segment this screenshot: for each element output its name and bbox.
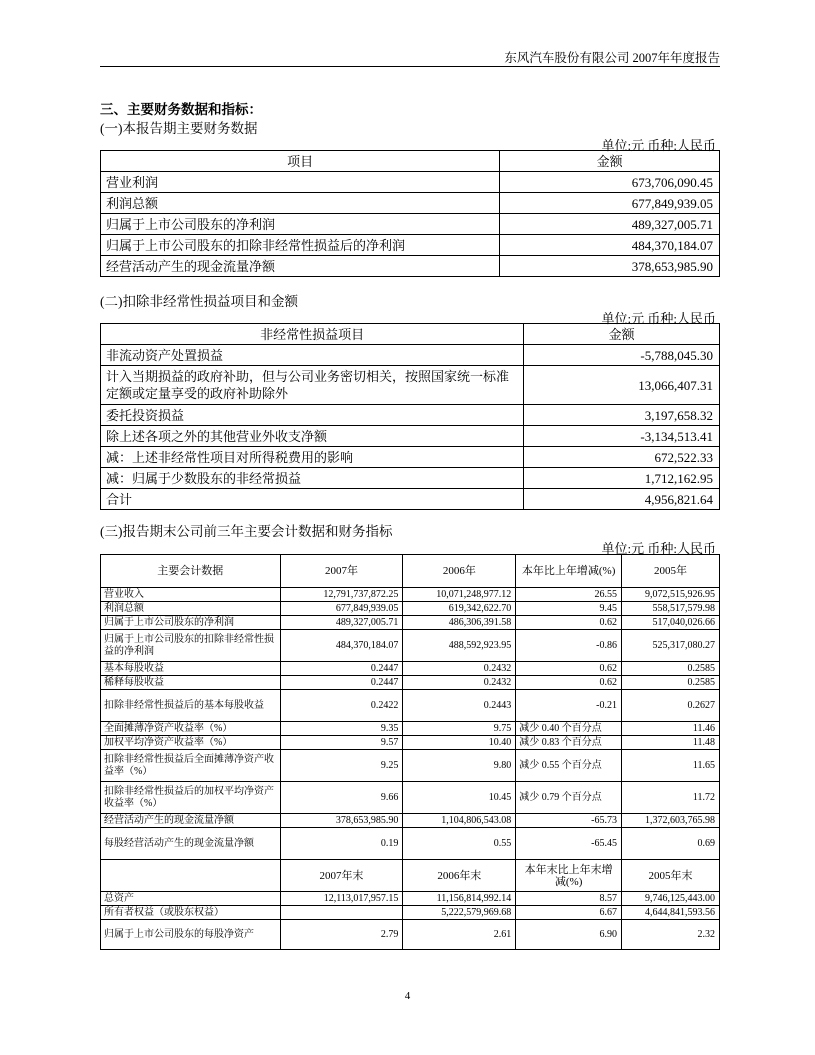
- cell-2007: 0.19: [280, 828, 403, 860]
- table-row: [101, 193, 720, 214]
- table-row: [101, 782, 720, 814]
- table-row: [101, 426, 720, 447]
- row-label: 总资产: [101, 892, 281, 906]
- cell-change: 减少 0.55 个百分点: [516, 750, 622, 782]
- row-label: 归属于上市公司股东的扣除非经常性损益后的净利润: [101, 235, 500, 256]
- row-label: 计入当期损益的政府补助，但与公司业务密切相关，按照国家统一标准定额或定量享受的政府补助除外: [101, 366, 524, 405]
- table-row: [101, 366, 720, 405]
- row-value: 1,712,162.95: [524, 468, 720, 489]
- page-number: 4: [404, 990, 411, 1002]
- row-label: 扣除非经常性损益后的加权平均净资产收益率（%）: [101, 782, 281, 814]
- cell-2005: 4,644,841,593.56: [622, 906, 720, 920]
- cell-change: -0.21: [516, 690, 622, 722]
- cell-2007: 677,849,939.05: [280, 602, 403, 616]
- table-header-row: [101, 324, 720, 345]
- table-row: [101, 662, 720, 676]
- table-row: [101, 447, 720, 468]
- row-label: 归属于上市公司股东的扣除非经常性损益的净利润: [101, 630, 281, 662]
- table-row: [101, 906, 720, 920]
- row-value: -3,134,513.41: [524, 426, 720, 447]
- row-label: 每股经营活动产生的现金流量净额: [101, 828, 281, 860]
- table-row: [101, 345, 720, 366]
- cell-2007: 378,653,985.90: [280, 814, 403, 828]
- cell-change: -0.86: [516, 630, 622, 662]
- cell-change: 0.62: [516, 616, 622, 630]
- cell-2005: 9,746,125,443.00: [622, 892, 720, 906]
- part1-unit: 单位:元 币种:人民币: [601, 138, 716, 153]
- table-row: [101, 828, 720, 860]
- three-year-table: [100, 554, 720, 950]
- cell-2005: 0.69: [622, 828, 720, 860]
- cell-2005: 525,317,080.27: [622, 630, 720, 662]
- table-row: [101, 736, 720, 750]
- table-subheader-row: [101, 860, 720, 892]
- row-value: 672,522.33: [524, 447, 720, 468]
- cell-2007: 0.2422: [280, 690, 403, 722]
- column-header: 本年比上年增减(%): [516, 555, 622, 588]
- cell-2005: 0.2585: [622, 676, 720, 690]
- part3-unit: 单位:元 币种:人民币: [601, 541, 716, 556]
- table-header-row: [101, 555, 720, 588]
- row-value: 484,370,184.07: [500, 235, 720, 256]
- row-label: 经营活动产生的现金流量净额: [101, 256, 500, 277]
- cell-2007: 2.79: [280, 920, 403, 950]
- row-label: 归属于上市公司股东的每股净资产: [101, 920, 281, 950]
- column-header: 金额: [500, 151, 720, 172]
- table-row: [101, 630, 720, 662]
- cell-change: 26.55: [516, 588, 622, 602]
- column-header: 金额: [524, 324, 720, 345]
- table-row: [101, 588, 720, 602]
- row-label: 营业利润: [101, 172, 500, 193]
- row-label: 非流动资产处置损益: [101, 345, 524, 366]
- row-label: 归属于上市公司股东的净利润: [101, 616, 281, 630]
- row-label: 全面摊薄净资产收益率（%）: [101, 722, 281, 736]
- table-row: [101, 690, 720, 722]
- row-label: 减：归属于少数股东的非经常损益: [101, 468, 524, 489]
- cell-2006: 9.75: [403, 722, 516, 736]
- cell-2006: 619,342,622.70: [403, 602, 516, 616]
- table-row: [101, 405, 720, 426]
- cell-2006: 0.2443: [403, 690, 516, 722]
- cell-2006: 10.45: [403, 782, 516, 814]
- main-financial-table: [100, 150, 720, 277]
- cell-2007: 489,327,005.71: [280, 616, 403, 630]
- table-row: [101, 489, 720, 510]
- cell-2006: 1,104,806,543.08: [403, 814, 516, 828]
- cell-change: 0.62: [516, 676, 622, 690]
- column-header: 主要会计数据: [101, 555, 281, 588]
- row-value: 4,956,821.64: [524, 489, 720, 510]
- row-value: 489,327,005.71: [500, 214, 720, 235]
- row-label: 扣除非经常性损益后全面摊薄净资产收益率（%）: [101, 750, 281, 782]
- cell-2006: 10.40: [403, 736, 516, 750]
- table-row: [101, 256, 720, 277]
- cell-2005: 1,372,603,765.98: [622, 814, 720, 828]
- table-row: [101, 722, 720, 736]
- cell-2005: 2.32: [622, 920, 720, 950]
- row-label: 利润总额: [101, 602, 281, 616]
- cell-2007: 9.66: [280, 782, 403, 814]
- row-value: 677,849,939.05: [500, 193, 720, 214]
- row-label: 扣除非经常性损益后的基本每股收益: [101, 690, 281, 722]
- cell-2006: 0.2432: [403, 662, 516, 676]
- part1-subtitle: (一)本报告期主要财务数据: [100, 121, 258, 136]
- part3-subtitle: (三)报告期末公司前三年主要会计数据和财务指标: [100, 524, 393, 539]
- cell-2005: 0.2585: [622, 662, 720, 676]
- cell-2005: 11.48: [622, 736, 720, 750]
- row-value: 3,197,658.32: [524, 405, 720, 426]
- cell-2005: 517,040,026.66: [622, 616, 720, 630]
- cell-2005: 11.72: [622, 782, 720, 814]
- nonrecurring-table: [100, 323, 720, 510]
- cell-2005: 558,517,579.98: [622, 602, 720, 616]
- cell-2007: 484,370,184.07: [280, 630, 403, 662]
- cell-2007: 9.25: [280, 750, 403, 782]
- table-row: [101, 214, 720, 235]
- cell-2006: 5,222,579,969.68: [403, 906, 516, 920]
- table-row: [101, 750, 720, 782]
- cell-2006: 11,156,814,992.14: [403, 892, 516, 906]
- table-row: [101, 892, 720, 906]
- cell-2006: 2.61: [403, 920, 516, 950]
- column-header: 项目: [101, 151, 500, 172]
- cell-2005: 9,072,515,926.95: [622, 588, 720, 602]
- cell-change: 0.62: [516, 662, 622, 676]
- row-value: -5,788,045.30: [524, 345, 720, 366]
- table-row: [101, 602, 720, 616]
- row-label: 减：上述非经常性项目对所得税费用的影响: [101, 447, 524, 468]
- column-header: 非经常性损益项目: [101, 324, 524, 345]
- table-row: [101, 235, 720, 256]
- cell-2007: [280, 906, 403, 920]
- cell-2007: 12,113,017,957.15: [280, 892, 403, 906]
- cell-change: 减少 0.40 个百分点: [516, 722, 622, 736]
- cell-2006: 486,306,391.58: [403, 616, 516, 630]
- cell-change: 9.45: [516, 602, 622, 616]
- cell-2005: 11.46: [622, 722, 720, 736]
- section-title: 三、主要财务数据和指标：: [100, 102, 262, 117]
- header-title: 东风汽车股份有限公司 2007年年度报告: [504, 51, 720, 65]
- row-value: 378,653,985.90: [500, 256, 720, 277]
- column-header: 2006年末: [403, 860, 516, 892]
- cell-change: 6.67: [516, 906, 622, 920]
- part2-unit: 单位:元 币种:人民币: [601, 311, 716, 326]
- row-label: 基本每股收益: [101, 662, 281, 676]
- column-header: 2005年末: [622, 860, 720, 892]
- table-row: [101, 814, 720, 828]
- cell-2006: 9.80: [403, 750, 516, 782]
- cell-2007: 12,791,737,872.25: [280, 588, 403, 602]
- cell-2006: 0.2432: [403, 676, 516, 690]
- row-label: 除上述各项之外的其他营业外收支净额: [101, 426, 524, 447]
- cell-2006: 10,071,248,977.12: [403, 588, 516, 602]
- cell-change: 减少 0.83 个百分点: [516, 736, 622, 750]
- table-row: [101, 676, 720, 690]
- row-label: 稀释每股收益: [101, 676, 281, 690]
- table-row: [101, 920, 720, 950]
- row-label: 归属于上市公司股东的净利润: [101, 214, 500, 235]
- row-label: 营业收入: [101, 588, 281, 602]
- column-header: [101, 860, 281, 892]
- cell-change: 8.57: [516, 892, 622, 906]
- row-label: 加权平均净资产收益率（%）: [101, 736, 281, 750]
- row-label: 利润总额: [101, 193, 500, 214]
- part2-subtitle: (二)扣除非经常性损益项目和金额: [100, 294, 298, 309]
- column-header: 2007年: [280, 555, 403, 588]
- cell-2006: 488,592,923.95: [403, 630, 516, 662]
- table-row: [101, 172, 720, 193]
- column-header: 2006年: [403, 555, 516, 588]
- row-label: 所有者权益（或股东权益）: [101, 906, 281, 920]
- cell-2005: 0.2627: [622, 690, 720, 722]
- cell-change: -65.73: [516, 814, 622, 828]
- row-value: 673,706,090.45: [500, 172, 720, 193]
- row-label: 经营活动产生的现金流量净额: [101, 814, 281, 828]
- row-label: 合计: [101, 489, 524, 510]
- cell-2007: 0.2447: [280, 662, 403, 676]
- table-row: [101, 616, 720, 630]
- cell-2007: 0.2447: [280, 676, 403, 690]
- table-row: [101, 468, 720, 489]
- table-header-row: [101, 151, 720, 172]
- column-header: 2007年末: [280, 860, 403, 892]
- cell-2007: 9.35: [280, 722, 403, 736]
- column-header: 2005年: [622, 555, 720, 588]
- cell-change: -65.45: [516, 828, 622, 860]
- row-label: 委托投资损益: [101, 405, 524, 426]
- running-header: [100, 46, 720, 67]
- cell-2006: 0.55: [403, 828, 516, 860]
- column-header: 本年末比上年末增减(%): [516, 860, 622, 892]
- cell-2005: 11.65: [622, 750, 720, 782]
- row-value: 13,066,407.31: [524, 366, 720, 405]
- cell-2007: 9.57: [280, 736, 403, 750]
- cell-change: 减少 0.79 个百分点: [516, 782, 622, 814]
- cell-change: 6.90: [516, 920, 622, 950]
